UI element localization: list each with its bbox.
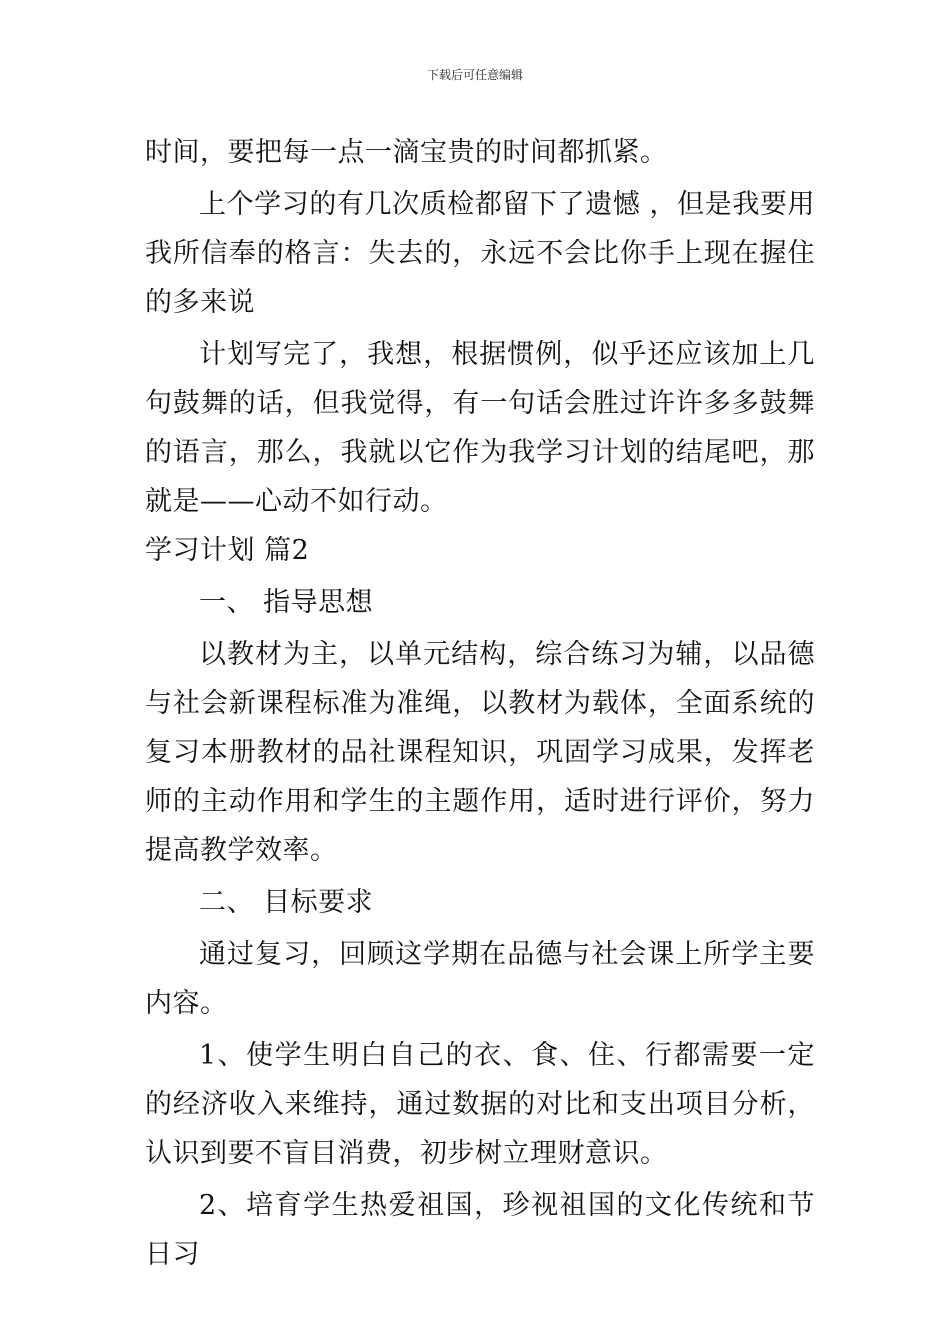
section-heading: 学习计划 篇2 (145, 535, 310, 566)
paragraph: 计划写完了，我想，根据惯例，似乎还应该加上几句鼓舞的话，但我觉得，有一句话会胜过许许多多鼓舞的语言，那么，我就以它作为我学习计划的结尾吧，那就是——心动不如行动。 (145, 339, 815, 517)
subsection-heading: 一、 指导思想 (199, 587, 374, 618)
subsection-heading: 二、 目标要求 (199, 887, 374, 918)
document-body (145, 128, 815, 1279)
paragraph: 通过复习，回顾这学期在品德与社会课上所学主要内容。 (145, 939, 815, 1019)
paragraph: 以教材为主，以单元结构，综合练习为辅，以品德与社会新课程标准为准绳，以教材为载体，全面系统的复习本册教材的品社课程知识，巩固学习成果，发挥老师的主动作用和学生的主题作用，适时进行评价，努力提高教学效率。 (145, 639, 815, 866)
list-item: 2、培育学生热爱祖国，珍视祖国的文化传统和节日习 (145, 1190, 815, 1270)
list-item: 1、使学生明白自己的衣、食、住、行都需要一定的经济收入来维持，通过数据的对比和支出项目分析，认识到要不盲目消费，初步树立理财意识。 (145, 1040, 815, 1169)
paragraph: 上个学习的有几次质检都留下了遗憾 ，但是我要用我所信奉的格言：失去的，永远不会比你手上现在握住的多来说 (145, 189, 815, 318)
paragraph: 时间，要把每一点一滴宝贵的时间都抓紧。 (145, 137, 668, 168)
page-header-note: 下载后可任意编辑 (426, 68, 523, 82)
